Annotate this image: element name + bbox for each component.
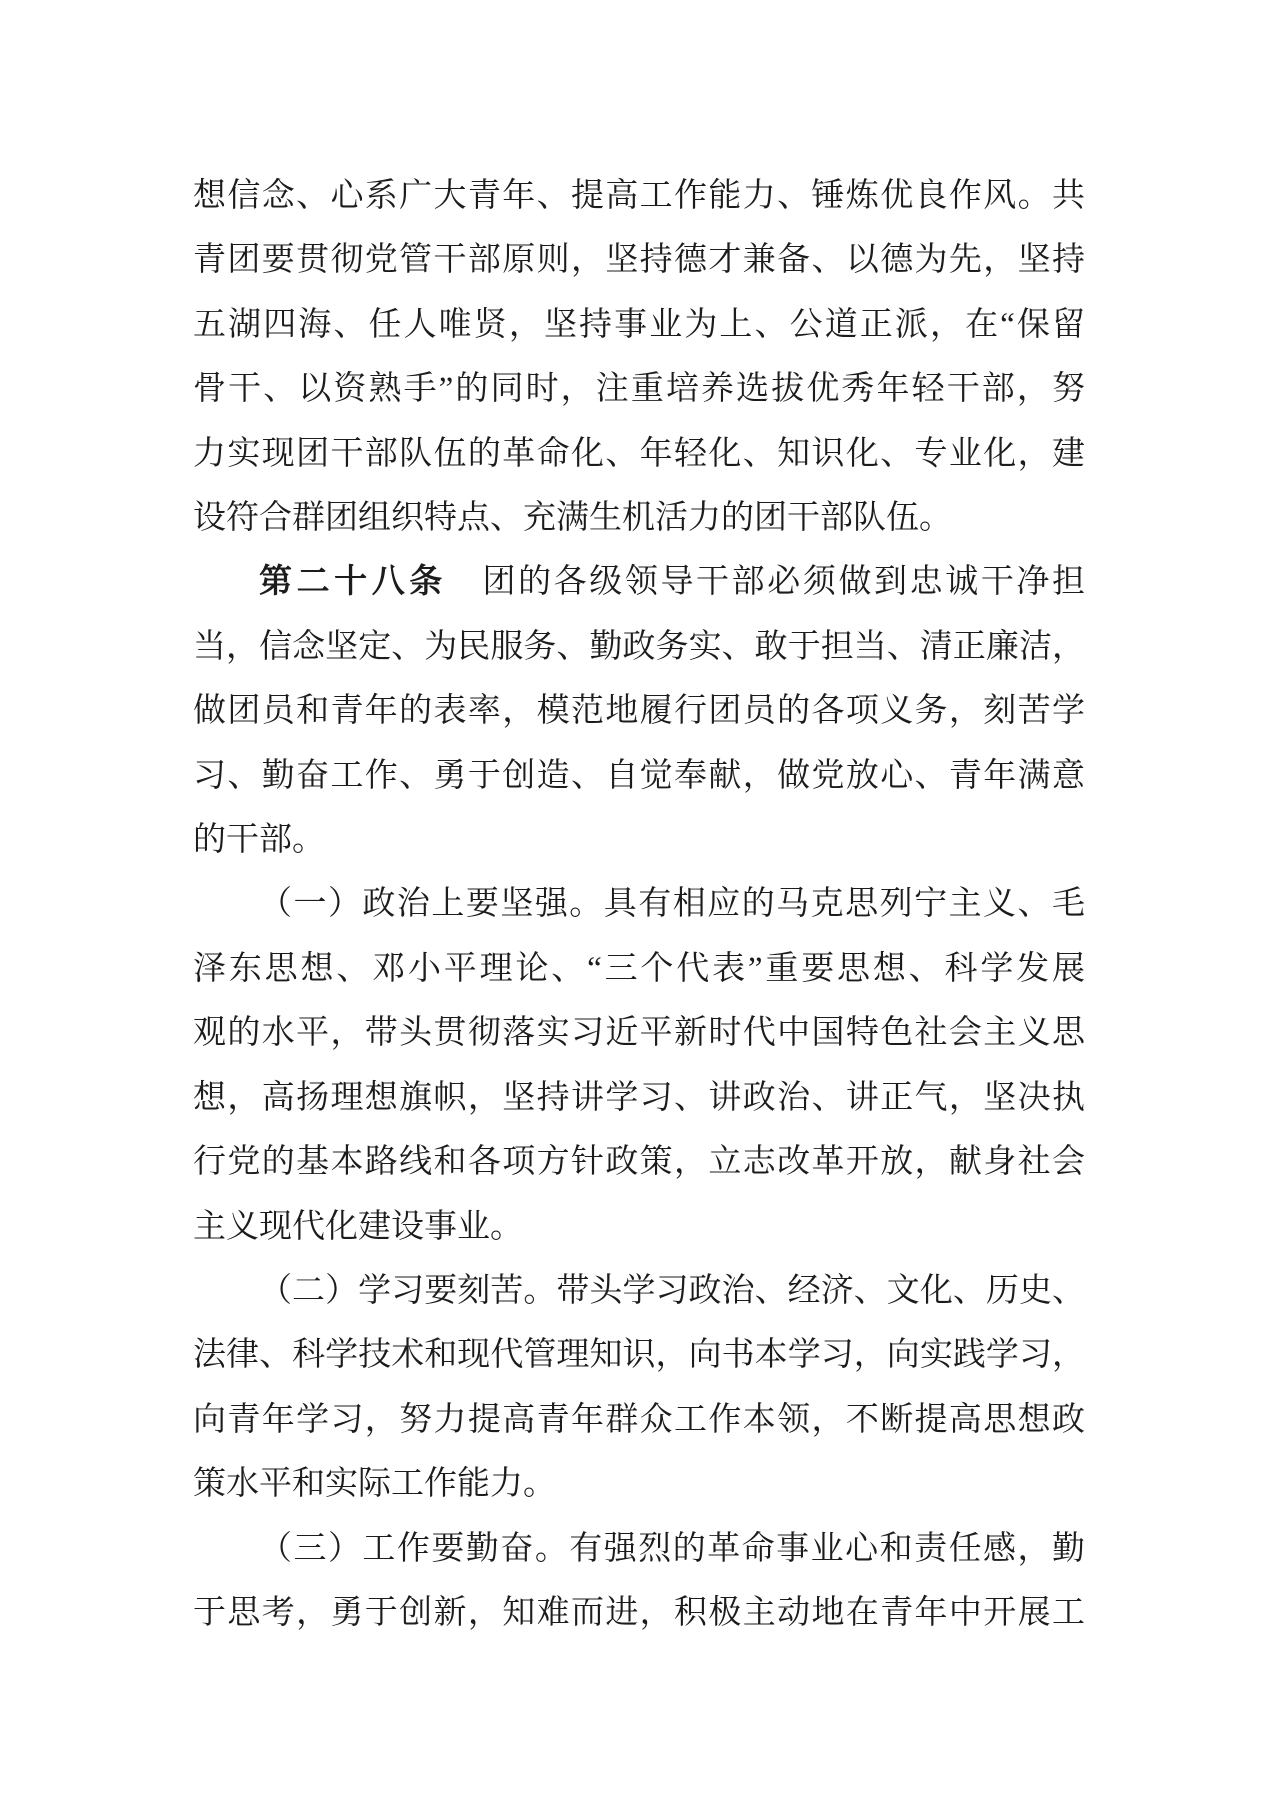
text-line: 策水平和实际工作能力。 bbox=[193, 1466, 556, 1503]
text-line: 的干部。 bbox=[193, 822, 325, 859]
text-line: 青团要贯彻党管干部原则，坚持德才兼备、以德为先，坚持 bbox=[193, 242, 1085, 279]
paragraph-item-1 bbox=[193, 872, 1085, 1258]
text-line: 泽东思想、邓小平理论、“三个代表”重要思想、科学发展 bbox=[193, 950, 1085, 987]
paragraph-continuation bbox=[193, 164, 1085, 550]
paragraph-item-2 bbox=[193, 1259, 1085, 1517]
text-line: 当，信念坚定、为民服务、勤政务实、敢于担当、清正廉洁， bbox=[193, 628, 1085, 665]
paragraph-article-28 bbox=[193, 550, 1085, 872]
article-text-start: 团的各级领导干部必须做到忠诚干净担 bbox=[446, 564, 1086, 601]
text-line: 设符合群团组织特点、充满生机活力的团干部队伍。 bbox=[193, 500, 952, 537]
text-line: 做团员和青年的表率，模范地履行团员的各项义务，刻苦学 bbox=[193, 693, 1085, 730]
text-line: （三）工作要勤奋。有强烈的革命事业心和责任感，勤 bbox=[259, 1530, 1085, 1567]
text-line: 力实现团干部队伍的革命化、年轻化、知识化、专业化，建 bbox=[193, 435, 1085, 472]
text-line: 于思考，勇于创新，知难而进，积极主动地在青年中开展工 bbox=[193, 1594, 1085, 1631]
body-text bbox=[193, 164, 1085, 1645]
text-line: 习、勤奋工作、勇于创造、自觉奉献，做党放心、青年满意 bbox=[193, 757, 1085, 794]
text-line: 骨干、以资熟手”的同时，注重培养选拔优秀年轻干部，努 bbox=[193, 371, 1085, 408]
text-line: 想，高扬理想旗帜，坚持讲学习、讲政治、讲正气，坚决执 bbox=[193, 1079, 1085, 1116]
text-line: 五湖四海、任人唯贤，坚持事业为上、公道正派，在“保留 bbox=[193, 306, 1085, 343]
text-line: 观的水平，带头贯彻落实习近平新时代中国特色社会主义思 bbox=[193, 1015, 1085, 1052]
text-line bbox=[193, 550, 1085, 614]
text-line: 主义现代化建设事业。 bbox=[193, 1208, 523, 1245]
text-line: 想信念、心系广大青年、提高工作能力、锤炼优良作风。共 bbox=[193, 178, 1085, 214]
paragraph-item-3 bbox=[193, 1517, 1085, 1646]
text-line: （一）政治上要坚强。具有相应的马克思列宁主义、毛 bbox=[259, 886, 1085, 923]
text-line: 行党的基本路线和各项方针政策，立志改革开放，献身社会 bbox=[193, 1144, 1085, 1181]
text-line: 法律、科学技术和现代管理知识，向书本学习，向实践学习， bbox=[193, 1337, 1085, 1374]
article-number: 第二十八条 bbox=[259, 564, 447, 601]
text-line: 向青年学习，努力提高青年群众工作本领，不断提高思想政 bbox=[193, 1401, 1085, 1438]
text-line: （二）学习要刻苦。带头学习政治、经济、文化、历史、 bbox=[259, 1272, 1085, 1309]
